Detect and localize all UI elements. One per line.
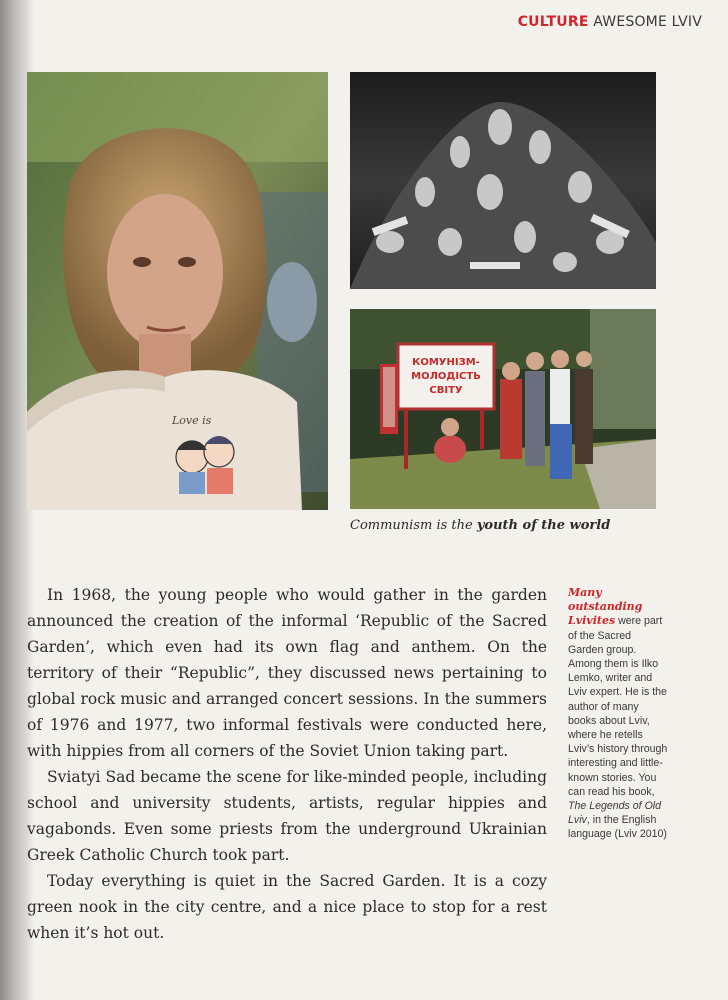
photo-communism-sign [350, 309, 656, 509]
body-paragraph-1: In 1968, the young people who would gather in the garden announced the creation of the informal ‘Republic of the Sacred Garden’, which even had its own flag and anthem. On the territory of their “Republic”, they discussed news pertaining to global rock music and arranged concert sessions. In the summers of 1976 and 1977, two informal festivals were conducted here, with hippies from all corners of the Soviet Union taking part. [27, 586, 547, 760]
sidebar-lead: Many outstanding Lvivites [568, 586, 643, 628]
sidebar-text-1: were part of the Sacred Garden group. Among them is Ilko Lemko, writer and Lviv expert. He is the author of many books about Lviv, where he retells Lviv’s history through interesting and little-known stories. You can read his book, [568, 615, 668, 798]
caption-emphasis: youth of the world [476, 518, 611, 533]
photo-group-on-hill [350, 72, 656, 289]
article-body [27, 582, 547, 946]
sidebar-note [568, 586, 668, 842]
sign-text-line2: МОЛОДІСТЬ [411, 371, 481, 382]
caption-prefix: Communism is the [350, 518, 477, 533]
photo-caption [350, 518, 670, 533]
sign-text-line1: КОМУНІЗМ- [412, 357, 480, 368]
sign-text-line3: СВІТУ [429, 385, 463, 396]
body-paragraph-3: Today everything is quiet in the Sacred Garden. It is a cozy green nook in the city centre, and a nice place to stop for a rest when it’s hot out. [27, 872, 547, 942]
body-paragraph-2: Sviatyi Sad became the scene for like-minded people, including school and university students, artists, regular hippies and vagabonds. Even some priests from the underground Ukrainian Greek Catholic Church took part. [27, 768, 547, 864]
page-header [518, 14, 702, 30]
header-title: AWESOME LVIV [593, 14, 702, 30]
photo-portrait-young-man [27, 72, 328, 510]
shirt-print-text: Love is [172, 414, 212, 427]
header-section: CULTURE [517, 14, 589, 30]
sidebar-book-title: The Legends of Old Lviv [568, 800, 662, 827]
sidebar-text-2: , in the English language (Lviv 2010) [568, 814, 667, 841]
